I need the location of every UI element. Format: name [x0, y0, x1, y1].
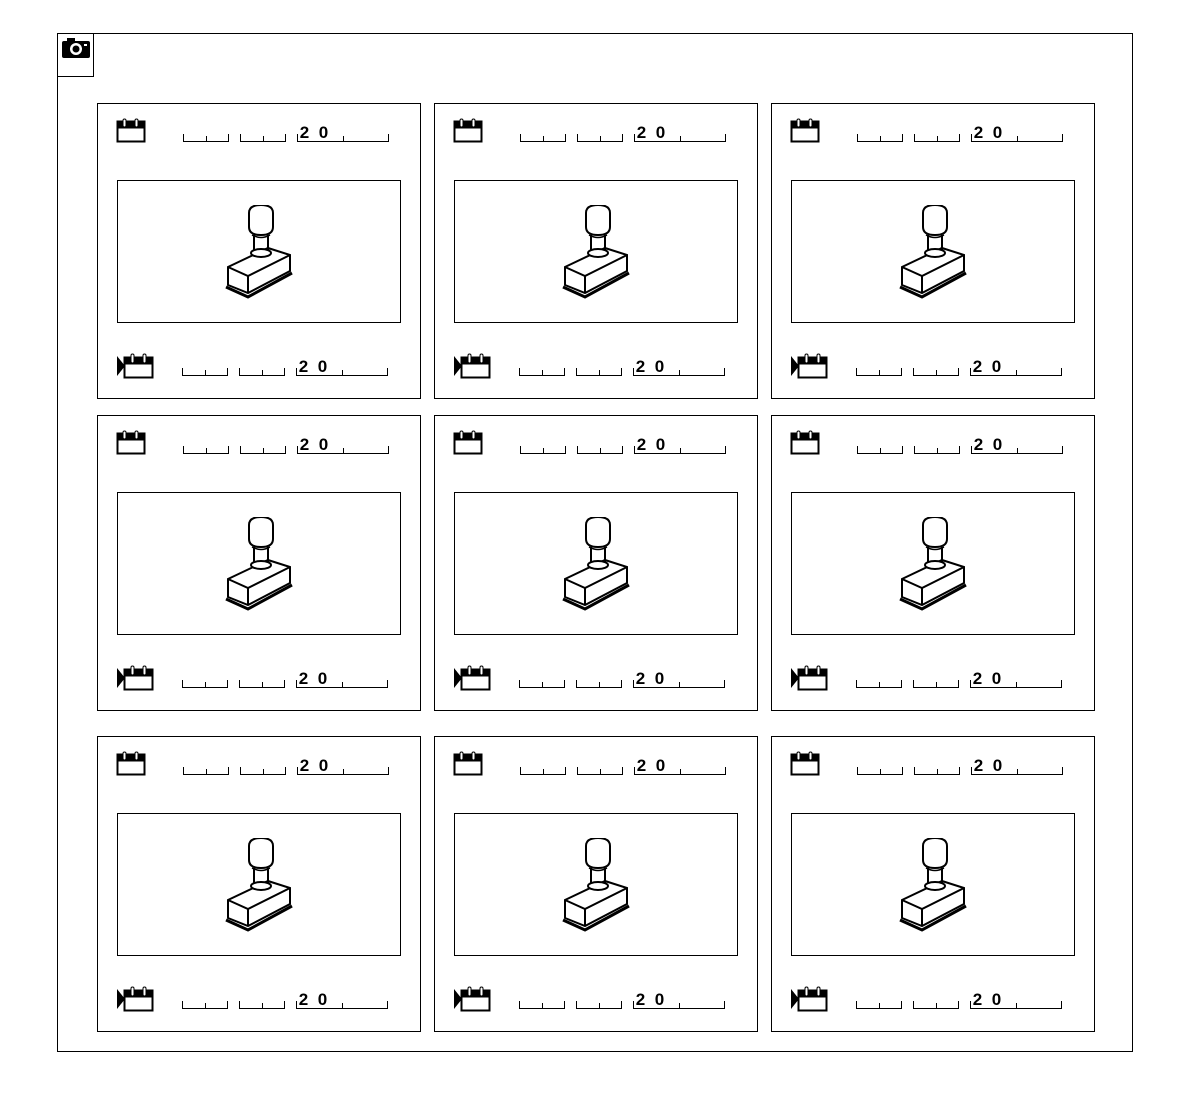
month-field[interactable]: [576, 1001, 622, 1009]
calendar-icon: [116, 118, 146, 149]
month-field[interactable]: [577, 134, 623, 142]
day-field[interactable]: [182, 368, 228, 376]
day-field[interactable]: [519, 1001, 565, 1009]
day-field[interactable]: [857, 446, 903, 454]
stamp-area[interactable]: [454, 813, 738, 956]
stamp-panel: [434, 103, 758, 399]
month-field[interactable]: [913, 680, 959, 688]
calendar-icon: [116, 430, 146, 461]
calendar-expiry-icon: [453, 985, 493, 1018]
photo-corner: [58, 34, 94, 77]
day-field[interactable]: [519, 368, 565, 376]
issue-date-field: [857, 120, 1067, 148]
issue-date-row: [98, 120, 420, 148]
stamp-panel: [97, 103, 421, 399]
expiry-date-row: [98, 666, 420, 694]
camera-icon: [61, 37, 91, 59]
year-prefix: 20: [636, 435, 674, 454]
issue-date-field: [183, 753, 393, 781]
expiry-date-field: [519, 354, 729, 382]
calendar-icon: [790, 430, 820, 461]
calendar-icon: [453, 430, 483, 461]
issue-date-row: [435, 432, 757, 460]
month-field[interactable]: [913, 368, 959, 376]
month-field[interactable]: [240, 134, 286, 142]
day-field[interactable]: [856, 680, 902, 688]
expiry-date-row: [435, 987, 757, 1015]
stamp-area[interactable]: [791, 492, 1075, 635]
year-prefix: 20: [973, 123, 1011, 142]
issue-date-row: [435, 753, 757, 781]
day-field[interactable]: [857, 767, 903, 775]
year-prefix: 20: [298, 990, 336, 1009]
year-prefix: 20: [973, 435, 1011, 454]
year-prefix: 20: [298, 669, 336, 688]
month-field[interactable]: [576, 680, 622, 688]
issue-date-field: [520, 120, 730, 148]
year-prefix: 20: [636, 756, 674, 775]
calendar-expiry-icon: [790, 664, 830, 697]
issue-date-row: [772, 120, 1094, 148]
expiry-date-row: [98, 354, 420, 382]
stamp-panel: [434, 415, 758, 711]
month-field[interactable]: [239, 368, 285, 376]
issue-date-row: [772, 432, 1094, 460]
issue-date-row: [435, 120, 757, 148]
calendar-icon: [116, 751, 146, 782]
year-prefix: 20: [972, 990, 1010, 1009]
expiry-date-row: [435, 666, 757, 694]
year-prefix: 20: [972, 357, 1010, 376]
stamp-area[interactable]: [117, 180, 401, 323]
stamp-panel: [97, 415, 421, 711]
expiry-date-field: [182, 987, 392, 1015]
expiry-date-field: [519, 987, 729, 1015]
month-field[interactable]: [576, 368, 622, 376]
stamp-panel: [97, 736, 421, 1032]
day-field[interactable]: [857, 134, 903, 142]
day-field[interactable]: [183, 446, 229, 454]
day-field[interactable]: [183, 134, 229, 142]
year-prefix: 20: [973, 756, 1011, 775]
calendar-icon: [790, 118, 820, 149]
year-prefix: 20: [635, 357, 673, 376]
calendar-expiry-icon: [116, 985, 156, 1018]
year-prefix: 20: [635, 669, 673, 688]
year-prefix: 20: [299, 756, 337, 775]
stamp-panel: [771, 415, 1095, 711]
stamp-panel: [771, 736, 1095, 1032]
stamp-area[interactable]: [454, 180, 738, 323]
calendar-expiry-icon: [790, 352, 830, 385]
expiry-date-field: [519, 666, 729, 694]
year-prefix: 20: [298, 357, 336, 376]
day-field[interactable]: [182, 1001, 228, 1009]
day-field[interactable]: [520, 767, 566, 775]
month-field[interactable]: [914, 134, 960, 142]
calendar-expiry-icon: [790, 985, 830, 1018]
issue-date-row: [98, 432, 420, 460]
year-prefix: 20: [972, 669, 1010, 688]
calendar-icon: [790, 751, 820, 782]
year-prefix: 20: [636, 123, 674, 142]
expiry-date-field: [856, 987, 1066, 1015]
expiry-date-field: [182, 666, 392, 694]
issue-date-field: [857, 432, 1067, 460]
stamp-area[interactable]: [454, 492, 738, 635]
day-field[interactable]: [183, 767, 229, 775]
day-field[interactable]: [519, 680, 565, 688]
month-field[interactable]: [913, 1001, 959, 1009]
stamp-area[interactable]: [117, 492, 401, 635]
month-field[interactable]: [577, 446, 623, 454]
month-field[interactable]: [914, 446, 960, 454]
expiry-date-field: [182, 354, 392, 382]
stamp-panel: [434, 736, 758, 1032]
stamp-area[interactable]: [117, 813, 401, 956]
expiry-date-row: [98, 987, 420, 1015]
issue-date-field: [857, 753, 1067, 781]
expiry-date-field: [856, 666, 1066, 694]
issue-date-row: [772, 753, 1094, 781]
expiry-date-row: [772, 354, 1094, 382]
issue-date-field: [520, 432, 730, 460]
month-field[interactable]: [239, 680, 285, 688]
calendar-expiry-icon: [453, 352, 493, 385]
calendar-expiry-icon: [453, 664, 493, 697]
issue-date-field: [520, 753, 730, 781]
stamp-area[interactable]: [791, 813, 1075, 956]
calendar-expiry-icon: [116, 664, 156, 697]
expiry-date-row: [435, 354, 757, 382]
day-field[interactable]: [856, 1001, 902, 1009]
day-field[interactable]: [520, 134, 566, 142]
year-prefix: 20: [299, 435, 337, 454]
month-field[interactable]: [239, 1001, 285, 1009]
expiry-date-row: [772, 666, 1094, 694]
month-field[interactable]: [577, 767, 623, 775]
calendar-icon: [453, 118, 483, 149]
issue-date-field: [183, 432, 393, 460]
expiry-date-field: [856, 354, 1066, 382]
calendar-expiry-icon: [116, 352, 156, 385]
issue-date-field: [183, 120, 393, 148]
day-field[interactable]: [182, 680, 228, 688]
day-field[interactable]: [856, 368, 902, 376]
expiry-date-row: [772, 987, 1094, 1015]
stamp-area[interactable]: [791, 180, 1075, 323]
year-prefix: 20: [635, 990, 673, 1009]
month-field[interactable]: [914, 767, 960, 775]
issue-date-row: [98, 753, 420, 781]
month-field[interactable]: [240, 446, 286, 454]
day-field[interactable]: [520, 446, 566, 454]
calendar-icon: [453, 751, 483, 782]
year-prefix: 20: [299, 123, 337, 142]
month-field[interactable]: [240, 767, 286, 775]
stamp-panel: [771, 103, 1095, 399]
